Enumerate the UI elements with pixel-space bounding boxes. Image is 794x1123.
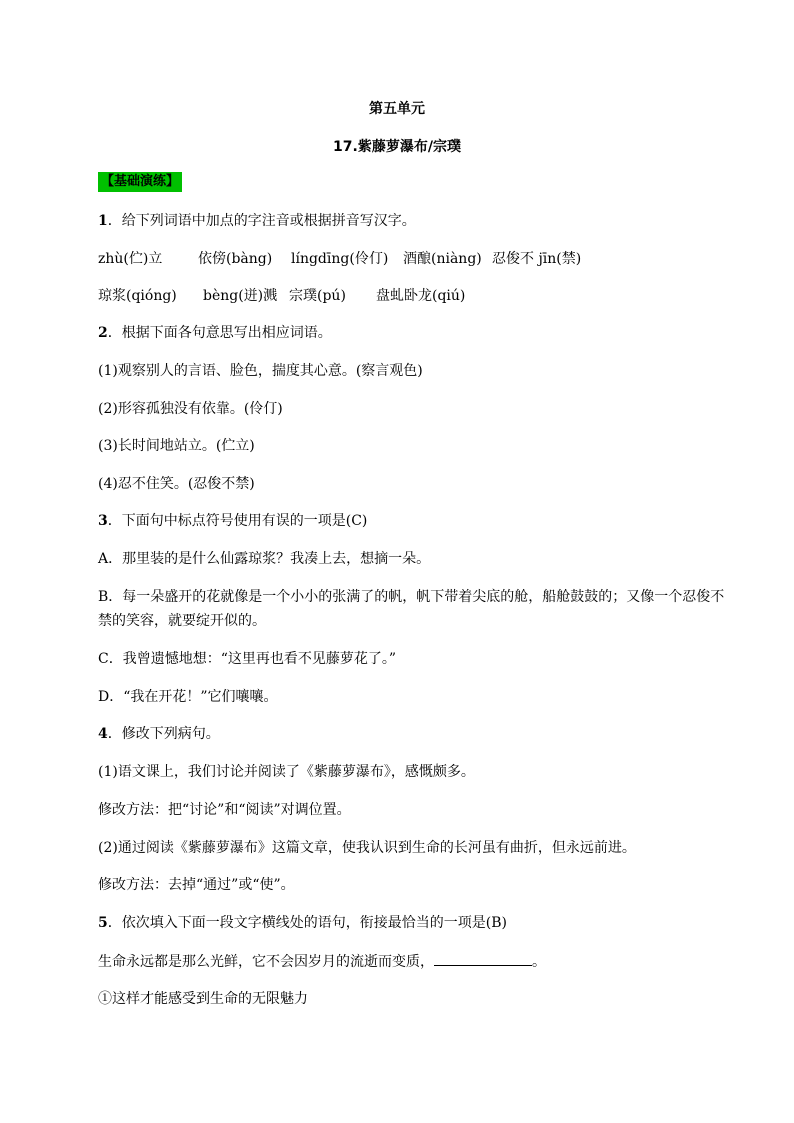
q1-item: 琼浆(qióng) (98, 288, 177, 304)
q1-item: 宗璞(pú) (289, 288, 346, 304)
question-number: 3 (98, 513, 108, 529)
question-text: ．根据下面各句意思写出相应词语。 (107, 325, 332, 341)
lesson-title: 17.紫藤萝瀑布/宗璞 (333, 139, 461, 155)
q5-stem-text: 生命永远都是那么光鲜，它不会因岁月的流逝而变质， (98, 954, 434, 970)
q2-item: (4)忍不住笑。(忍俊不禁) (98, 476, 255, 492)
question-4 (98, 724, 220, 744)
question-number: 1 (98, 213, 108, 229)
q3-option-d: D．“我在开花！”它们嚷嚷。 (98, 689, 278, 705)
q3-option-b-line-1: B．每一朵盛开的花就像是一个小小的张满了的帆，帆下带着尖底的舱，船舱鼓鼓的；又像一个忍俊不 (98, 589, 725, 605)
q1-item: bèng(迸)溅 (203, 288, 278, 304)
q5-option-1: ①这样才能感受到生命的无限魅力 (98, 991, 308, 1007)
q4-method-2: 修改方法：去掉“通过”或“使”。 (98, 877, 295, 893)
q2-item: (3)长时间地站立。(伫立) (98, 438, 255, 454)
question-5 (98, 913, 507, 933)
q4-method-1: 修改方法：把“讨论”和“阅读”对调位置。 (98, 802, 351, 818)
q3-option-c: C．我曾遗憾地想：“这里再也看不见藤萝花了。” (98, 651, 397, 667)
question-number: 2 (98, 325, 108, 341)
question-1 (98, 211, 416, 231)
q3-option-a: A．那里装的是什么仙露琼浆？我凑上去，想摘一朵。 (98, 551, 431, 567)
q5-stem (98, 951, 546, 972)
question-number: 4 (98, 726, 108, 742)
q3-option-b-line-2: 禁的笑容，就要绽开似的。 (98, 613, 266, 629)
question-text: ．下面句中标点符号使用有误的一项是(C) (107, 513, 368, 529)
q5-stem-end: 。 (532, 954, 546, 970)
answer-blank (434, 951, 532, 966)
question-text: ．给下列词语中加点的字注音或根据拼音写汉字。 (107, 213, 416, 229)
q1-item: zhù(伫)立 (98, 251, 163, 267)
unit-title: 第五单元 (369, 101, 425, 117)
question-number: 5 (98, 915, 108, 931)
q1-item: 忍俊不 jīn(禁) (492, 251, 582, 267)
q1-item: 盘虬卧龙(qiú) (376, 288, 466, 304)
q1-item: 酒酿(niàng) (403, 251, 482, 267)
question-2 (98, 323, 332, 343)
question-3 (98, 511, 367, 531)
q2-item: (1)观察别人的言语、脸色，揣度其心意。(察言观色) (98, 363, 423, 379)
question-text: ．修改下列病句。 (107, 726, 220, 742)
q4-sentence-1: (1)语文课上，我们讨论并阅读了《紫藤萝瀑布》，感慨颇多。 (98, 764, 475, 780)
section-tag: 【基础演练】 (98, 172, 182, 192)
q1-item: 依傍(bàng) (198, 251, 273, 267)
q4-sentence-2: (2)通过阅读《紫藤萝瀑布》这篇文章，使我认识到生命的长河虽有曲折，但永远前进。 (98, 840, 636, 856)
q1-item: língdīng(伶仃) (291, 251, 389, 267)
q2-item: (2)形容孤独没有依靠。(伶仃) (98, 401, 283, 417)
question-text: ．依次填入下面一段文字横线处的语句，衔接最恰当的一项是(B) (107, 915, 507, 931)
